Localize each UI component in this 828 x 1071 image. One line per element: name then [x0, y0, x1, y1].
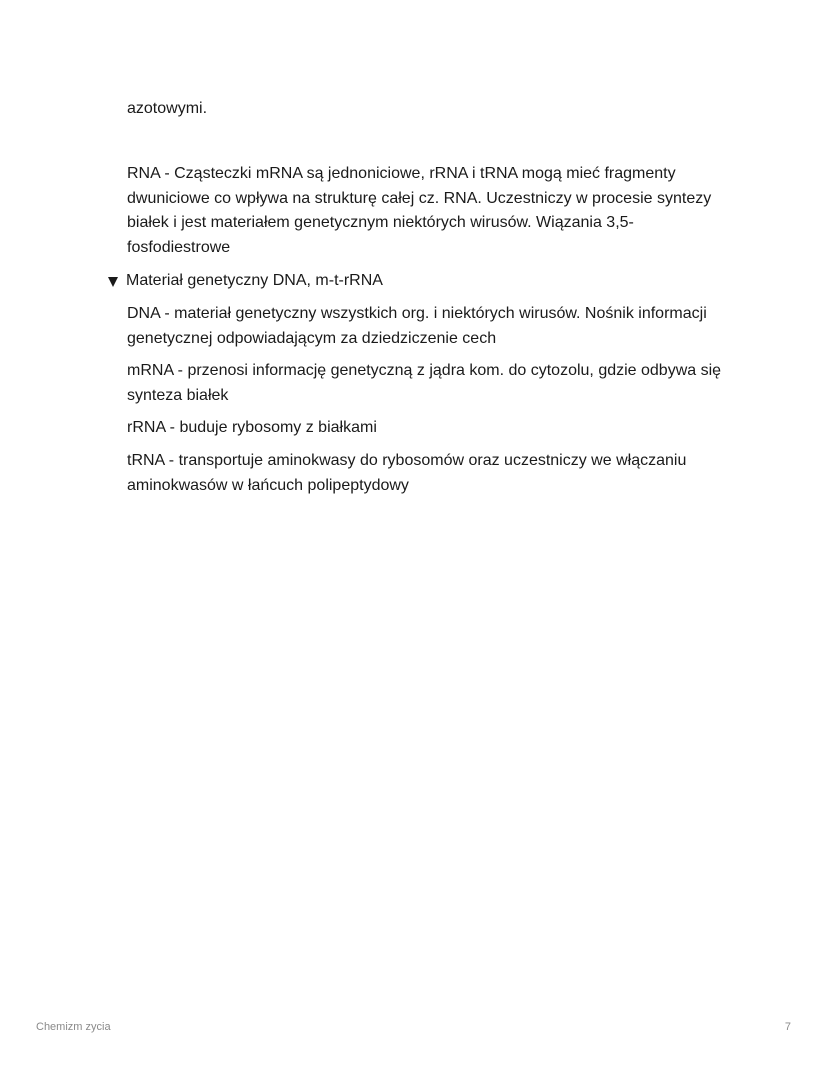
footer-document-title: Chemizm zycia [36, 1021, 111, 1033]
text-azotowymi: azotowymi. [127, 100, 208, 117]
trna-item: tRNA - transportuje aminokwasy do rybosomów oraz uczestniczy we włączaniu aminokwasów w łańcuch polipeptydowy [127, 452, 687, 494]
toggle-heading-label: Materiał genetyczny DNA, m-t-rRNA [126, 272, 383, 289]
rrna-item: rRNA - buduje rybosomy z białkami [127, 419, 377, 436]
toggle-block-heading[interactable] [108, 269, 383, 293]
triangle-down-icon[interactable] [108, 277, 118, 287]
footer-page-number: 7 [784, 1021, 791, 1033]
rna-paragraph: RNA - Cząsteczki mRNA są jednoniciowe, rRNA i tRNA mogą mieć fragmenty dwuniciowe co wpływa na strukturę całej cz. RNA. Uczestniczy w procesie syntezy białek i jest materiałem genetycznym niektórych wirusów. Wiązania 3,5-fosfodiestrowe [127, 165, 712, 256]
dna-item: DNA - materiał genetyczny wszystkich org. i niektórych wirusów. Nośnik informacji genetycznej odpowiadającym za dziedziczenie cech [127, 305, 707, 347]
mrna-item: mRNA - przenosi informację genetyczną z jądra kom. do cytozolu, gdzie odbywa się synteza białek [127, 362, 722, 404]
